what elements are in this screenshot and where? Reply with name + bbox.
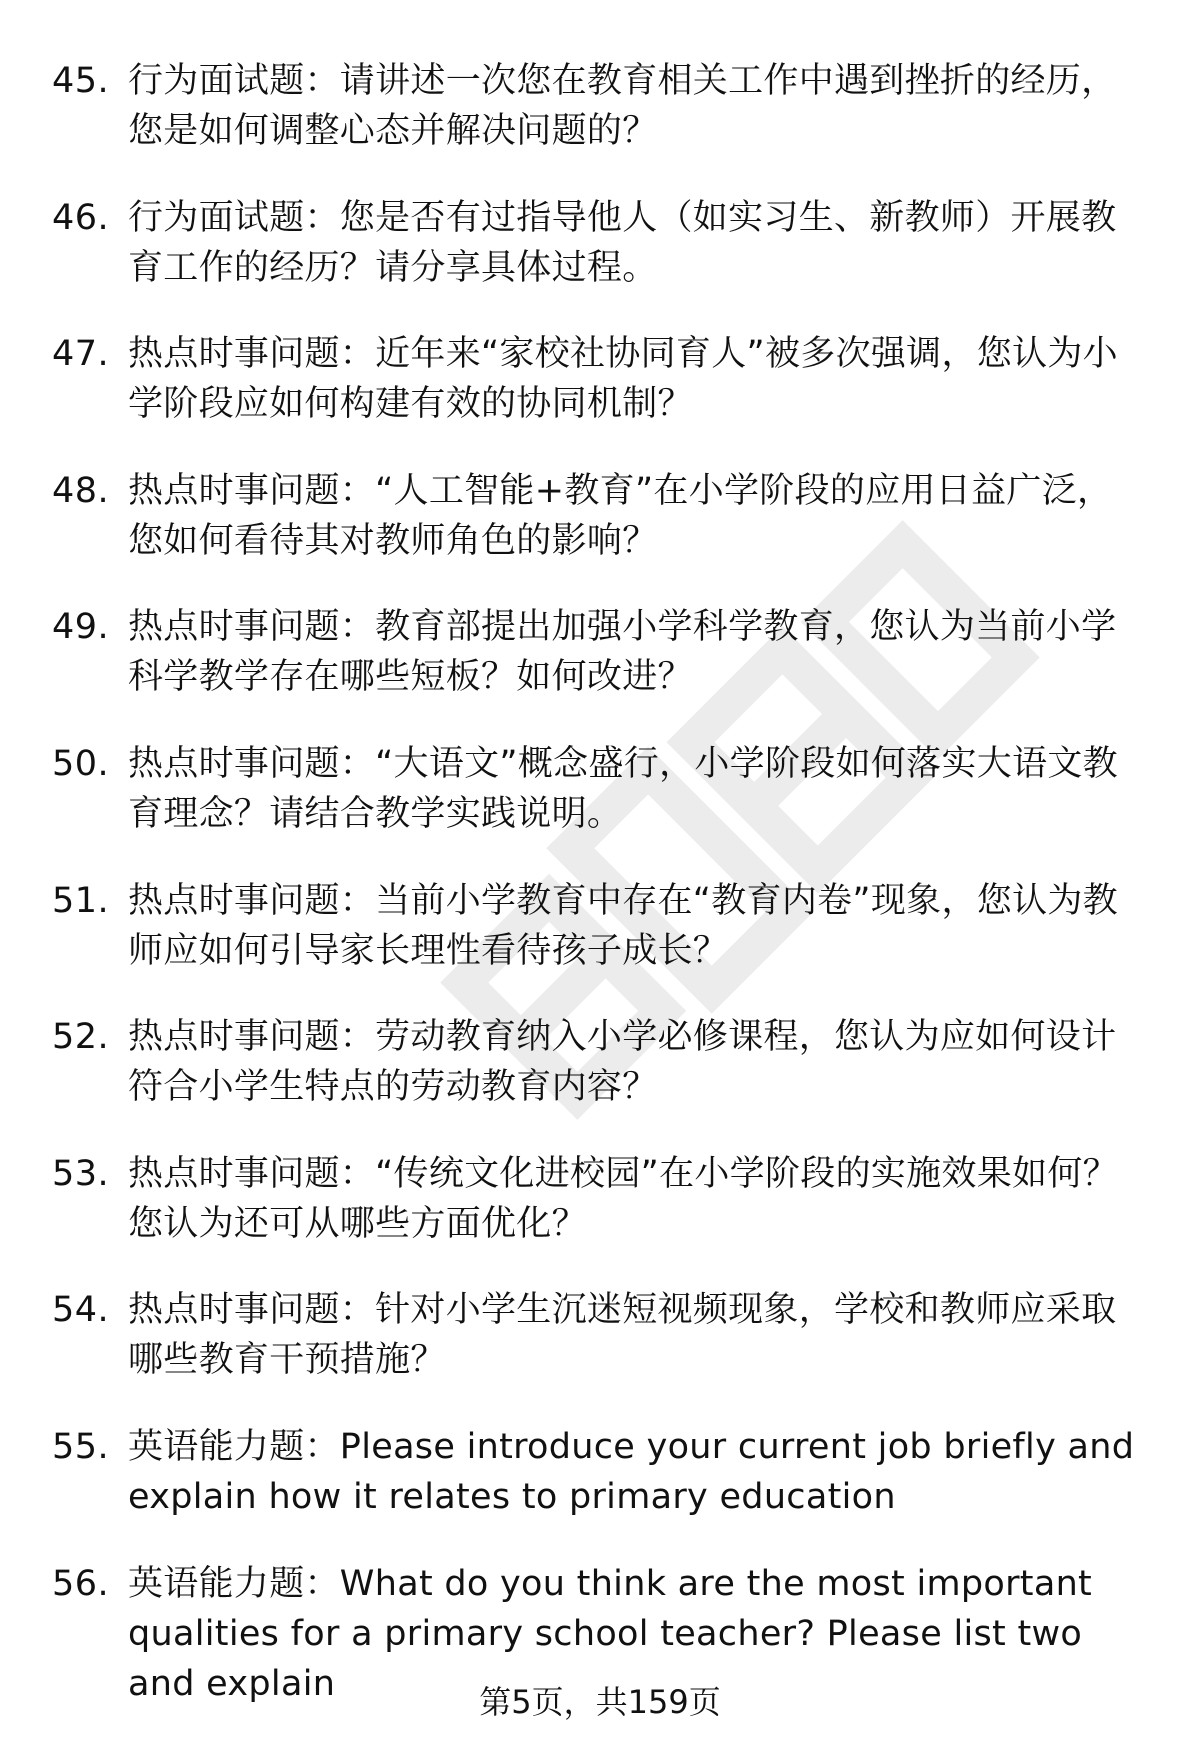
question-list — [0, 56, 1200, 1745]
question-number: 47. — [52, 334, 110, 375]
question-number: 50. — [52, 743, 110, 784]
question-text: 英语能力题：What do you think are the most important qualities for a primary school teacher? Please list two and explain — [128, 1563, 1093, 1704]
question-item — [0, 876, 1200, 976]
question-text: 热点时事问题：“传统文化进校园”在小学阶段的实施效果如何？您认为还可从哪些方面优化？ — [128, 1153, 1118, 1244]
question-item — [0, 193, 1200, 293]
question-item — [0, 739, 1200, 839]
question-text: 英语能力题：Please introduce your current job briefly and explain how it relates to primary education — [128, 1426, 1135, 1517]
question-number: 45. — [52, 61, 110, 101]
question-number: 49. — [52, 607, 110, 648]
question-item — [0, 1422, 1200, 1522]
question-item — [0, 1285, 1200, 1385]
question-number: 52. — [52, 1017, 110, 1058]
question-text: 热点时事问题：教育部提出加强小学科学教育，您认为当前小学科学教学存在哪些短板？如何改进？ — [128, 607, 1117, 698]
question-text: 热点时事问题：劳动教育纳入小学必修课程，您认为应如何设计符合小学生特点的劳动教育内容？ — [128, 1017, 1117, 1108]
question-item — [0, 329, 1200, 429]
question-text: 热点时事问题：近年来“家校社协同育人”被多次强调，您认为小学阶段应如何构建有效的协同机制？ — [128, 334, 1118, 425]
question-number: 51. — [52, 880, 110, 921]
question-item — [0, 1012, 1200, 1112]
question-item — [0, 466, 1200, 566]
page-indicator: 第5页，共159页 — [479, 1683, 721, 1721]
question-text: 行为面试题：请讲述一次您在教育相关工作中遇到挫折的经历，您是如何调整心态并解决问题的？ — [128, 61, 1117, 151]
question-text: 热点时事问题：当前小学教育中存在“教育内卷”现象，您认为教师应如何引导家长理性看待孩子成长？ — [128, 880, 1118, 971]
question-item — [0, 1149, 1200, 1249]
question-number: 53. — [52, 1153, 110, 1194]
question-item — [0, 56, 1200, 156]
question-text: 热点时事问题：“大语文”概念盛行，小学阶段如何落实大语文教育理念？请结合教学实践说明。 — [128, 743, 1118, 834]
question-text: 热点时事问题：针对小学生沉迷短视频现象，学校和教师应采取哪些教育干预措施？ — [128, 1290, 1117, 1381]
question-number: 46. — [52, 197, 110, 238]
question-number: 55. — [52, 1426, 110, 1467]
question-text: 行为面试题：您是否有过指导他人（如实习生、新教师）开展教育工作的经历？请分享具体过程。 — [128, 197, 1117, 288]
question-text: 热点时事问题：“人工智能+教育”在小学阶段的应用日益广泛，您如何看待其对教师角色的影响？ — [128, 470, 1113, 561]
question-number: 54. — [52, 1290, 110, 1331]
question-item — [0, 602, 1200, 702]
question-number: 56. — [52, 1563, 110, 1604]
question-number: 48. — [52, 470, 110, 511]
